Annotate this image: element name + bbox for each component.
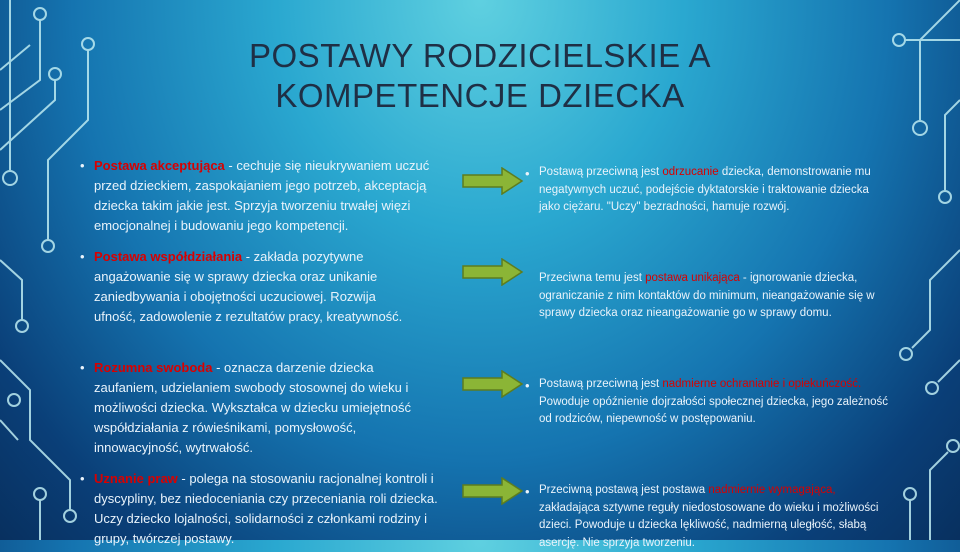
right-item-text: zakładająca sztywne reguły niedostosowane do wieku i możliwości dzieci. Powoduje u dziecka lękliwość, nadmierną uległość, słabą asercję. Nie sprzyja tworzeniu.	[539, 501, 879, 549]
left-item-text: - polega na stosowaniu racjonalnej kontroli i dyscypliny, bez niedoceniania czy przeceniania roli dziecka. Uczy dziecko lojalności, solidarności z członkami rodziny i grupy, twórczej postawy.	[94, 471, 438, 546]
bullet-icon: •	[525, 484, 530, 499]
arrow-right-icon	[462, 167, 524, 195]
bullet-icon: •	[80, 249, 85, 264]
left-item-term: Rozumna swoboda	[94, 360, 213, 375]
title-line-1: POSTAWY RODZICIELSKIE A	[249, 37, 711, 74]
left-item-acceptance	[80, 156, 450, 236]
right-item-text: dziecka, demonstrowanie mu negatywnych uczuć, podejście dyktatorskie i traktowanie dziecka jako ciężaru. "Uczy" bezradności, hamuje rozwój.	[539, 166, 871, 213]
right-item-overprotection	[525, 376, 890, 429]
right-item-term: nadmierne ochranianie i opiekuńczość.	[662, 378, 862, 390]
bullet-icon: •	[80, 471, 85, 486]
left-item-term: Postawa współdziałania	[94, 249, 243, 264]
bullet-icon: •	[80, 360, 85, 375]
left-item-term: Uznanie praw	[94, 471, 178, 486]
bullet-icon: •	[525, 166, 530, 181]
slide-title	[200, 36, 760, 116]
arrow-right-icon	[462, 258, 524, 286]
left-item-text: - oznacza darzenie dziecka zaufaniem, udzielaniem swobody stosownej do wieku i możliwości dziecka. Wykształca w dziecku umiejętność współdziałania z rówieśnikami, pomysłowość, innowacyjność, wytrwałość.	[94, 360, 412, 455]
arrow-right-icon	[462, 370, 524, 398]
right-item-avoidance	[525, 270, 890, 323]
left-item-term: Postawa akceptująca	[94, 158, 225, 173]
left-item-text: - cechuje się nieukrywaniem uczuć przed dzieckiem, zaspokajaniem jego potrzeb, akceptacją dziecka takim jakie jest. Sprzyja tworzeniu trwałej więzi emocjonalnej i budowaniu jego kompetencji.	[94, 158, 430, 233]
right-item-text: Postawą przeciwną jest	[539, 166, 663, 178]
title-line-2: KOMPETENCJE DZIECKA	[275, 77, 685, 114]
arrow-right-icon	[462, 477, 524, 505]
right-item-term: odrzucanie	[662, 166, 719, 178]
right-item-text: Przeciwna temu jest	[539, 272, 646, 284]
bullet-icon: •	[80, 158, 85, 173]
left-item-rights	[80, 469, 450, 549]
right-item-rejection	[525, 164, 890, 217]
left-item-cooperation	[80, 247, 450, 327]
right-item-term: postawa unikająca	[645, 272, 740, 284]
left-item-text: - zakłada pozytywne angażowanie się w sprawy dziecka oraz unikanie zaniedbywania i obojętności uczuciowej. Rozwija ufność, zadowolenie z rezultatów pracy, kreatywność.	[94, 249, 403, 324]
right-item-text: Postawą przeciwną jest	[539, 378, 663, 390]
right-item-demanding	[525, 482, 890, 552]
right-item-text: - ignorowanie dziecka, ograniczanie z nim kontaktów do minimum, nieangażowanie się w sprawy dziecka oraz nieangażowanie go w sprawy domu.	[539, 272, 875, 319]
bullet-icon: •	[525, 378, 530, 393]
left-item-freedom	[80, 358, 450, 458]
right-item-term: nadmiernie wymagająca,	[708, 484, 836, 496]
right-item-text: Przeciwną postawą jest postawa	[539, 484, 709, 496]
right-item-text: Powoduje opóźnienie dojrzałości społecznej dziecka, jego zależność od rodziców, niepewność w postępowaniu.	[539, 395, 889, 425]
